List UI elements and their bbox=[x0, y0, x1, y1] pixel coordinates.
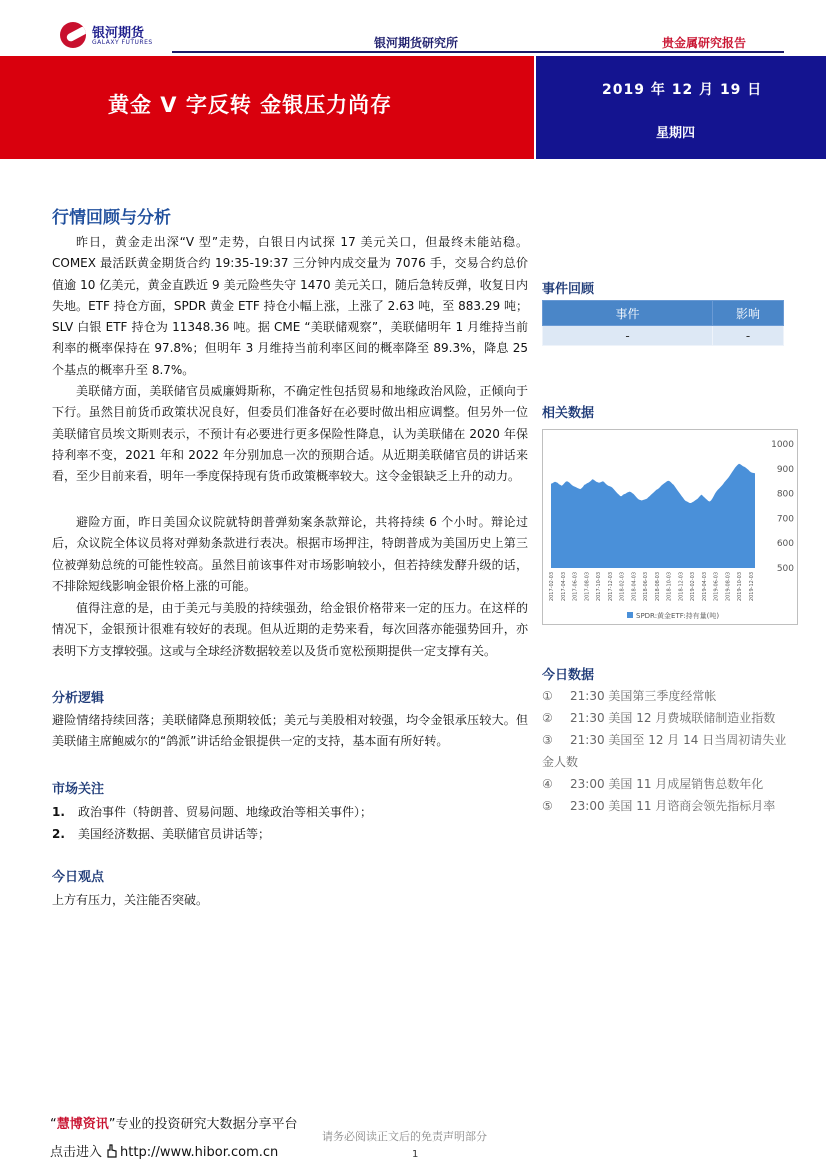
page-number: 1 bbox=[412, 1149, 419, 1160]
today-item-number: ⑤ bbox=[542, 799, 553, 813]
x-tick-label: 2019-04-03 bbox=[701, 572, 708, 602]
y-tick-label: 1000 bbox=[771, 440, 794, 450]
today-item-number: ④ bbox=[542, 777, 553, 791]
section-heading-logic: 分析逻辑 bbox=[52, 691, 105, 706]
x-tick-label: 2018-10-03 bbox=[666, 572, 673, 602]
x-tick-label: 2018-02-03 bbox=[619, 572, 626, 602]
x-tick-label: 2017-08-03 bbox=[584, 572, 591, 602]
pointer-hand-icon bbox=[104, 1144, 118, 1158]
institute-name: 银河期货研究所 bbox=[374, 36, 459, 50]
events-table bbox=[542, 300, 784, 346]
today-item-text: 21:30 美国第三季度经常帐 bbox=[570, 689, 717, 703]
sidebar-heading-today: 今日数据 bbox=[542, 668, 595, 683]
today-item-text: 23:00 美国 11 月成屋销售总数年化 bbox=[570, 777, 764, 791]
legend-label: SPDR:黄金ETF:持有量(吨) bbox=[636, 612, 720, 620]
x-tick-label: 2018-04-03 bbox=[631, 572, 638, 602]
report-date: 2019 年 12 月 19 日 bbox=[602, 82, 763, 98]
footer-disclaimer: 请务必阅读正文后的免责声明部分 bbox=[322, 1130, 487, 1143]
today-item bbox=[542, 773, 792, 795]
y-tick-label: 600 bbox=[776, 539, 794, 550]
x-tick-label: 2017-04-03 bbox=[560, 572, 567, 602]
x-tick-label: 2019-10-03 bbox=[737, 572, 744, 602]
today-item-number: ② bbox=[542, 711, 553, 725]
today-item-number: ③ bbox=[542, 733, 553, 747]
paragraph-3: 避险方面，昨日美国众议院就特朗普弹劾案条款辩论，共将持续 6 个小时。辩论过后，众议院全体议员将对弹劾条款进行表决。根据市场押注，特朗普成为美国历史上第三位被弹劾总统的可能性较高。虽然目前该事件对市场影响较小，但若持续发酵升级的话，不排除短线影响金银价格上涨的可能。 bbox=[52, 515, 528, 593]
table-header-row bbox=[543, 301, 784, 326]
y-tick-label: 800 bbox=[776, 489, 794, 500]
column-header-event: 事件 bbox=[543, 301, 713, 326]
logic-text: 避险情绪持续回落；美联储降息预期较低；美元与美股相对较强，均令金银承压较大。但美联储主席鲍威尔的“鸽派”讲话给金银提供一定的支持，基本面有所好转。 bbox=[52, 713, 528, 749]
focus-item-text: 政治事件（特朗普、贸易问题、地缘政治等相关事件）； bbox=[78, 805, 373, 819]
x-tick-label: 2017-12-03 bbox=[607, 572, 614, 602]
y-tick-label: 700 bbox=[776, 514, 794, 525]
company-logo bbox=[60, 18, 180, 52]
chart-svg bbox=[543, 430, 799, 626]
logo-chinese-name: 银河期货 bbox=[92, 26, 145, 41]
view-text: 上方有压力，关注能否突破。 bbox=[52, 893, 209, 907]
x-tick-label: 2019-02-03 bbox=[690, 572, 697, 602]
x-tick-label: 2017-02-03 bbox=[549, 572, 555, 602]
section-heading-view: 今日观点 bbox=[52, 870, 105, 885]
today-item-text: 23:00 美国 11 月谘商会领先指标月率 bbox=[570, 799, 776, 813]
header-divider bbox=[172, 51, 784, 53]
legend-swatch bbox=[627, 612, 633, 618]
table-row bbox=[543, 326, 784, 346]
today-item-number: ① bbox=[542, 689, 553, 703]
footer-link[interactable]: 点击进入 http://www.hibor.com.cn bbox=[50, 1145, 279, 1160]
logo-english-name: GALAXY FUTURES bbox=[92, 39, 153, 46]
galaxy-logo-icon bbox=[60, 22, 86, 48]
section-heading-market-review: 行情回顾与分析 bbox=[52, 208, 171, 228]
y-tick-label: 900 bbox=[776, 464, 794, 475]
focus-item bbox=[52, 803, 372, 820]
y-tick-label: 500 bbox=[776, 564, 794, 574]
x-tick-label: 2018-12-03 bbox=[678, 572, 685, 602]
footer-promo: “慧博资讯”专业的投资研究大数据分享平台 bbox=[50, 1117, 298, 1132]
report-category: 贵金属研究报告 bbox=[662, 36, 747, 50]
section-heading-focus: 市场关注 bbox=[52, 782, 105, 797]
table-cell-event: - bbox=[543, 326, 713, 346]
date-banner bbox=[536, 56, 826, 159]
report-title: 黄金 V 字反转 金银压力尚存 bbox=[108, 93, 393, 117]
x-tick-label: 2017-10-03 bbox=[596, 572, 603, 602]
focus-item-text: 美国经济数据、美联储官员讲话等； bbox=[78, 827, 271, 841]
today-item-text: 21:30 美国 12 月费城联储制造业指数 bbox=[570, 711, 776, 725]
x-tick-label: 2017-06-03 bbox=[572, 572, 579, 602]
focus-item bbox=[52, 825, 270, 842]
sidebar-heading-events: 事件回顾 bbox=[542, 282, 595, 297]
focus-item-number: 2. bbox=[52, 827, 65, 841]
today-item bbox=[542, 729, 792, 773]
etf-holdings-chart bbox=[542, 429, 798, 625]
x-tick-label: 2019-08-03 bbox=[725, 572, 732, 602]
today-item bbox=[542, 795, 792, 817]
x-tick-label: 2018-08-03 bbox=[654, 572, 661, 602]
series-area-spdr-gold-etf bbox=[551, 464, 755, 568]
column-header-impact: 影响 bbox=[713, 301, 784, 326]
table-cell-impact: - bbox=[713, 326, 784, 346]
x-tick-label: 2019-06-03 bbox=[713, 572, 720, 602]
today-item bbox=[542, 685, 792, 707]
paragraph-1: 昨日，黄金走出深“V 型”走势，白银日内试探 17 美元关口，但最终未能站稳。COMEX 最活跃黄金期货合约 19:35-19:37 三分钟内成交量为 7076 手，交易合约总价值逾 10 亿美元，黄金直跌近 9 美元险些失守 1470 美元关口，随后急转反弹，收复日内失地。ETF 持仓方面，SPDR 黄金 ETF 持仓小幅上涨，上涨了 2.63 吨，至 883.29 吨；SLV 白银 ETF 持仓为 11348.36 吨。据 CME “美联储观察”，美联储明年 1 月维持当前利率的概率保持在 97.8%；但明年 3 月维持当前利率区间的概率降至 89.3%，降息 25 个基点的概率升至 8.7%。 bbox=[52, 235, 528, 377]
today-item bbox=[542, 707, 792, 729]
x-tick-label: 2019-12-03 bbox=[749, 572, 755, 602]
paragraph-4: 值得注意的是，由于美元与美股的持续强劲，给金银价格带来一定的压力。在这样的情况下，金银预计很难有较好的表现。但从近期的走势来看，每次回落亦能强势回升，亦表明下方支撑较强。这或与全球经济数据较差以及货币宽松预期提供一定支撑有关。 bbox=[52, 601, 528, 658]
sidebar-heading-data: 相关数据 bbox=[542, 406, 595, 421]
paragraph-2: 美联储方面，美联储官员威廉姆斯称，不确定性包括贸易和地缘政治风险，正倾向于下行。虽然目前货币政策状况良好，但委员们准备好在必要时做出相应调整。但另外一位美联储官员埃文斯则表示，不预计有必要进行更多保险性降息，认为美联储在 2020 年保持利率不变，2021 年和 2022 年分别加息一次的预期合适。从近期美联储官员的讲话来看，至少目前来看，明年一季度保持现有货币政策概率较大。这令金银缺乏上升的动力。 bbox=[52, 384, 528, 484]
today-item-text: 21:30 美国至 12 月 14 日当周初请失业金人数 bbox=[542, 733, 787, 769]
report-weekday: 星期四 bbox=[656, 126, 696, 141]
x-tick-label: 2018-06-03 bbox=[643, 572, 650, 602]
focus-item-number: 1. bbox=[52, 805, 65, 819]
